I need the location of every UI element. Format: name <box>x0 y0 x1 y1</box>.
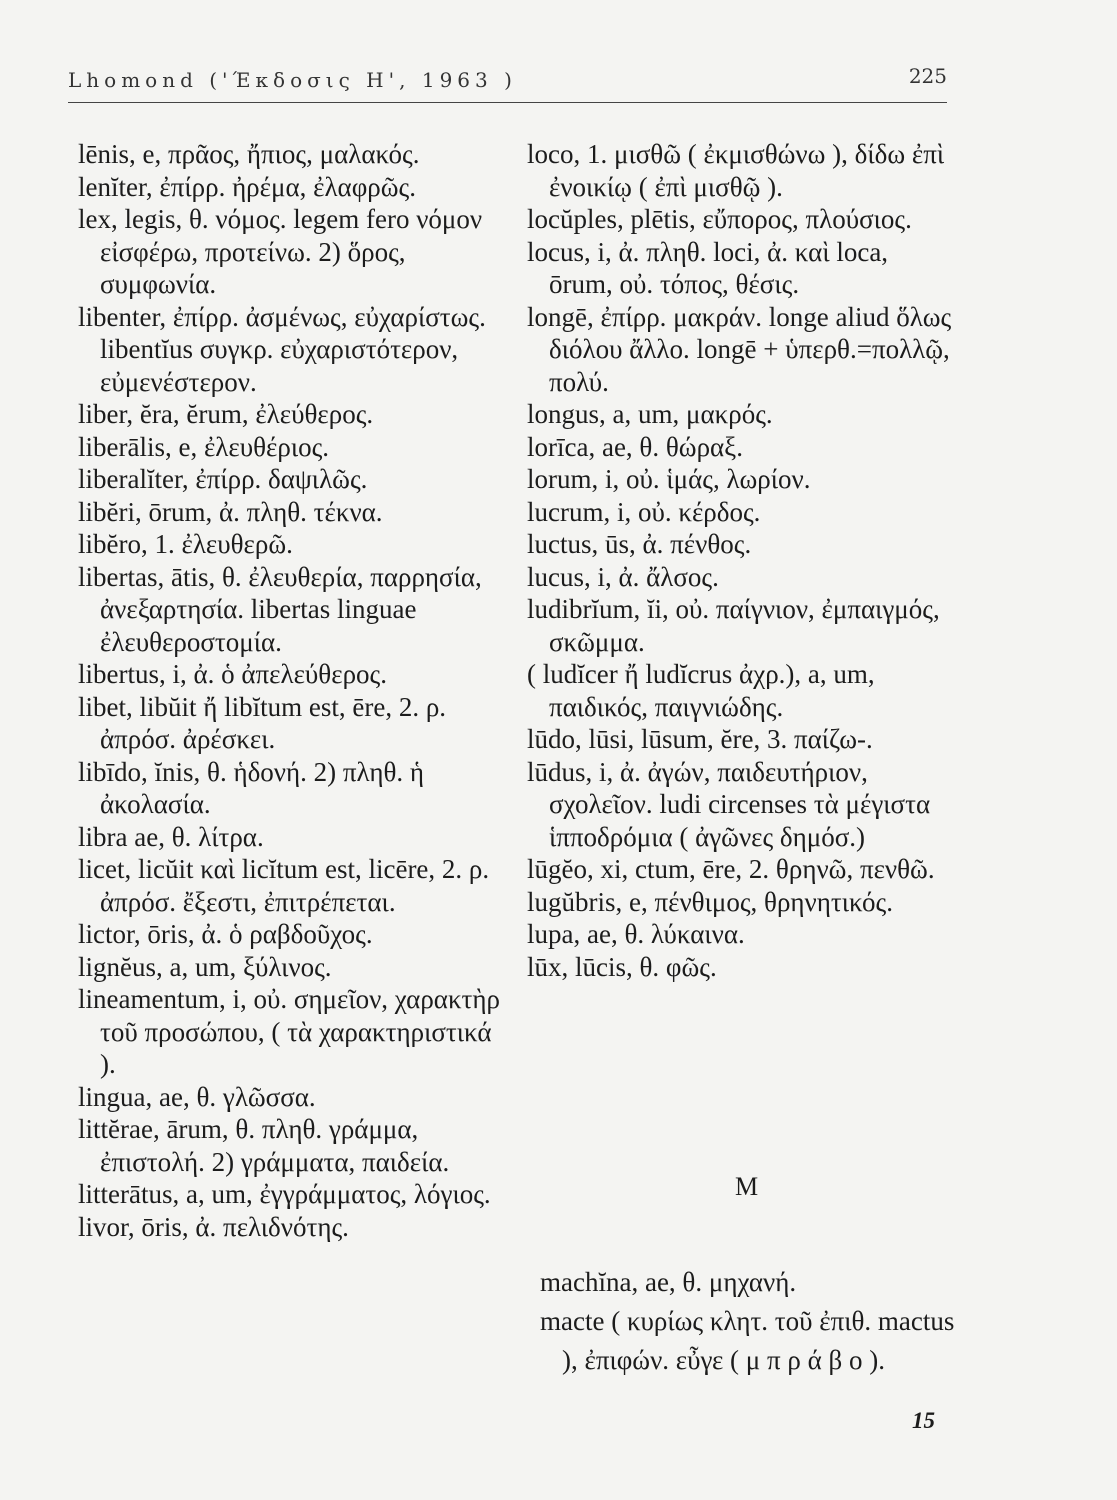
dictionary-entry: lūgĕo, xi, ctum, ēre, 2. θρηνῶ, πενθῶ. <box>527 854 935 884</box>
running-title: Lhomond ('Έκδοσις Η', 1963 ) <box>68 68 517 92</box>
dictionary-entry: lingua, ae, θ. γλῶσσα. <box>78 1081 316 1112</box>
dictionary-entry: macte ( κυρίως κλητ. τοῦ ἐπιθ. mactus ), ἐπιφών. εὖγε ( μ π ρ ά β ο ). <box>540 1306 955 1375</box>
dictionary-entry: libĕro, 1. ἐλευθερῶ. <box>78 529 293 559</box>
dictionary-entry: libertus, i, ἀ. ὁ ἀπελεύθερος. <box>78 659 387 689</box>
dictionary-entry: machĭna, ae, θ. μηχανή. <box>540 1267 797 1297</box>
dictionary-entry: lictor, ōris, ἀ. ὁ ραβδοῦχος. <box>78 919 373 949</box>
footer-page-number: 15 <box>912 1408 935 1433</box>
dictionary-entry: lūx, lūcis, θ. φῶς. <box>527 951 717 982</box>
dictionary-entry: locŭples, plētis, εὔπορος, πλούσιος. <box>527 204 912 234</box>
dictionary-entry: liber, ĕra, ĕrum, ἐλεύθερος. <box>78 399 374 429</box>
dictionary-entry: longē, ἐπίρρ. μακράν. longe aliud ὅλως διόλου ἄλλο. longē + ὑπερθ.=πολλῷ, πολύ. <box>527 301 952 397</box>
dictionary-entry: luctus, ūs, ἀ. πένθος. <box>527 529 752 559</box>
dictionary-entry: lenĭter, ἐπίρρ. ἠρέμα, ἐλαφρῶς. <box>78 171 416 202</box>
dictionary-entry: libĕri, ōrum, ἀ. πληθ. τέκνα. <box>78 496 383 527</box>
dictionary-entry: libīdo, ĭnis, θ. ἡδονή. 2) πληθ. ἡ ἀκολασία. <box>78 756 425 819</box>
dictionary-entry: lucus, i, ἀ. ἄλσος. <box>527 561 719 592</box>
dictionary-entry: lūdo, lūsi, lūsum, ĕre, 3. παίζω-. <box>527 724 873 754</box>
left-column <box>78 138 508 1243</box>
dictionary-entry: lex, legis, θ. νόμος. legem fero νόμον εἰσφέρω, προτείνω. 2) ὅρος, συμφωνία. <box>78 204 483 299</box>
dictionary-entry: locus, i, ἀ. πληθ. loci, ἀ. καὶ loca, ōrum, οὐ. τόπος, θέσις. <box>527 236 889 299</box>
dictionary-entry: longus, a, um, μακρός. <box>527 399 773 429</box>
dictionary-entry: liberālis, e, ἐλευθέριος. <box>78 431 330 462</box>
dictionary-entry: libet, libŭit ἤ libĭtum est, ēre, 2. ρ. ἀπρόσ. ἀρέσκει. <box>78 691 447 754</box>
dictionary-entry: loco, 1. μισθῶ ( ἐκμισθώνω ), δίδω ἐπὶ ἐνοικίῳ ( ἐπὶ μισθῷ ). <box>527 139 945 202</box>
dictionary-entry: liberalĭter, ἐπίρρ. δαψιλῶς. <box>78 464 368 494</box>
dictionary-entry: lucrum, i, οὐ. κέρδος. <box>527 496 761 527</box>
running-header <box>68 62 947 103</box>
dictionary-entry: licet, licŭit καὶ licĭtum est, licēre, 2. ρ. ἀπρόσ. ἔξεστι, ἐπιτρέπεται. <box>78 854 490 917</box>
dictionary-entry: lineamentum, i, οὐ. σημεῖον, χαρακτὴρ τοῦ προσώπου, ( τὰ χαρακτηριστικά ). <box>78 984 500 1079</box>
dictionary-entry: ( ludĭcer ἤ ludĭcrus ἀχρ.), a, um, παιδικός, παιγνιώδης. <box>527 659 875 722</box>
right-column <box>527 138 957 983</box>
dictionary-entry: lorum, i, οὐ. ἱμάς, λωρίον. <box>527 464 811 494</box>
dictionary-entry: ludibrĭum, ĭi, οὐ. παίγνιον, ἐμπαιγμός, σκῶμμα. <box>527 594 940 657</box>
dictionary-entry: livor, ōris, ἀ. πελιδνότης. <box>78 1211 349 1242</box>
dictionary-entry: lorīca, ae, θ. θώραξ. <box>527 431 743 462</box>
dictionary-entry: lūdus, i, ἀ. ἀγών, παιδευτήριον, σχολεῖον. ludi circenses τὰ μέγιστα ἱπποδρόμια ( ἀγῶνες δημόσ.) <box>527 756 931 852</box>
section-letter-heading: M <box>735 1172 759 1201</box>
dictionary-entry: litterātus, a, um, ἐγγράμματος, λόγιος. <box>78 1179 491 1209</box>
dictionary-entry: lignĕus, a, um, ξύλινος. <box>78 951 332 982</box>
dictionary-entry: lupa, ae, θ. λύκαινα. <box>527 919 745 949</box>
dictionary-entry: lugŭbris, e, πένθιμος, θρηνητικός. <box>527 886 893 917</box>
dictionary-entry: libra ae, θ. λίτρα. <box>78 821 264 852</box>
dictionary-entry: libertas, ātis, θ. ἐλευθερία, παρρησία, ἀνεξαρτησία. libertas linguae ἐλευθεροστομία. <box>78 561 482 657</box>
dictionary-entry: littĕrae, ārum, θ. πληθ. γράμμα, ἐπιστολή. 2) γράμματα, παιδεία. <box>78 1114 450 1177</box>
header-page-number: 225 <box>908 64 947 88</box>
dictionary-entry: lēnis, e, πρᾶος, ἤπιος, μαλακός. <box>78 139 420 169</box>
m-section-column <box>540 1263 970 1380</box>
dictionary-entry: libenter, ἐπίρρ. ἀσμένως, εὐχαρίστως. libentĭus συγκρ. εὐχαριστότερον, εὐμενέστερον. <box>78 301 486 397</box>
